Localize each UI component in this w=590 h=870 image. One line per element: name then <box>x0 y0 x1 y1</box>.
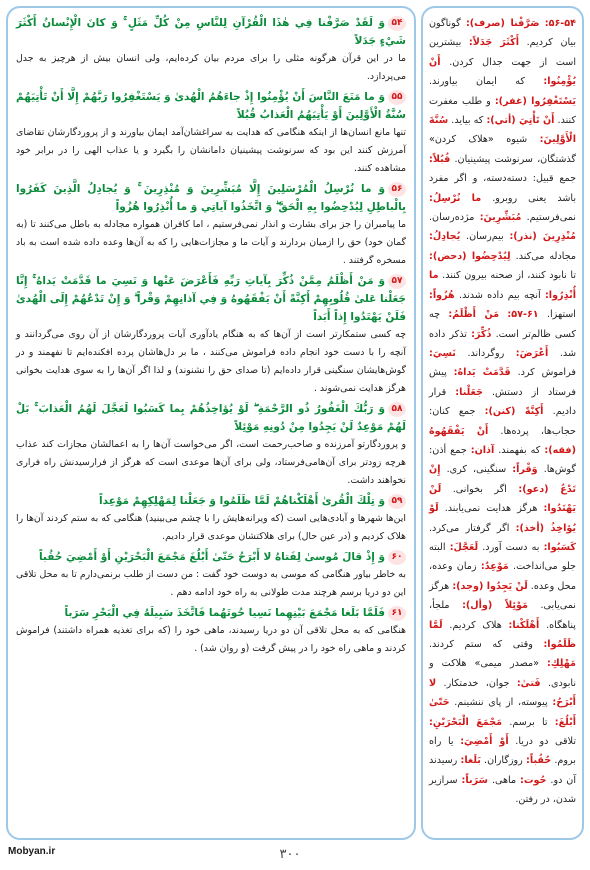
glossary-text <box>429 14 576 810</box>
glossary-definition: جمع قبیل: دسته‌دسته، و اگر مفرد باشد یعنی روبرو. <box>429 173 576 204</box>
glossary-word: أَكِنَّةً (كنن): <box>484 406 544 418</box>
verse-arabic <box>16 492 406 510</box>
verse-arabic <box>16 88 406 124</box>
glossary-definition: استهزا. <box>546 309 576 321</box>
glossary-word: قُبُلاً: <box>429 153 451 165</box>
verse-number-badge: ۵۸ <box>388 402 406 417</box>
glossary-word: يُجادِلُ: <box>429 231 461 243</box>
verse-arabic <box>16 400 406 436</box>
glossary-definition: سنگینی، کری. <box>446 464 507 476</box>
glossary-word: كَسَبُوا: <box>543 541 576 553</box>
glossary-definition: ملجأ، پناهگاه. <box>429 600 576 631</box>
glossary-word: مَوْعِدٌ: <box>480 561 509 573</box>
verse-arabic <box>16 180 406 216</box>
glossary-definition: که بفهمند. <box>498 444 541 456</box>
glossary-word: وَقْراً: <box>512 464 538 476</box>
verse-arabic <box>16 14 406 50</box>
glossary-definition: هلاک کردیم. <box>449 619 502 631</box>
verse-arabic <box>16 604 406 622</box>
glossary-definition: به دست آورد. <box>482 541 540 553</box>
glossary-word: هُزُواً: <box>429 289 455 301</box>
verse-number-badge: ۶۱ <box>388 606 406 621</box>
glossary-word: أَعْرَضَ: <box>515 347 549 359</box>
glossary-word: لَمَّا ظَلَمُوا: <box>429 619 576 650</box>
verse-block <box>16 492 406 546</box>
glossary-word: أَهْلَكْنا: <box>508 619 540 631</box>
glossary-definition: جوان، خدمتکار. <box>443 677 510 689</box>
verse-number-badge: ۵۴ <box>388 16 406 31</box>
glossary-word: صَرَّفْنا (صرف): <box>465 18 540 29</box>
glossary-definition: ماهی. <box>491 774 517 786</box>
verse-block <box>16 14 406 86</box>
verse-translation: و پروردگارتو آمرزنده و صاحب‌رحمت است، اگر می‌خواست آن‌ها را به اعمالشان مجازات کند عذاب هرچه زودتر برای آن‌هامی‌فرستاد، ولی برای آن‌ها موعدی است که هرگز از فرارسیدنش راه فراری نخواهند داشت. <box>16 439 406 486</box>
verse-arabic-text: وَ تِلْكَ الْقُرىٰ أَهْلَكْناهُمْ لَمَّا ظَلَمُوا وَ جَعَلْنا لِمَهْلِكِهِمْ مَوْعِداً <box>99 495 385 507</box>
verse-number-badge: ۵۶ <box>388 182 406 197</box>
glossary-definition: بیشترین است از جهت جدال کردن. <box>429 37 576 68</box>
glossary-section-heading: ۶۱-۵۷: <box>507 309 539 321</box>
glossary-word: سَرَباً: <box>461 774 488 786</box>
glossary-definition: تا برسم. <box>509 716 548 728</box>
verse-block <box>16 604 406 658</box>
glossary-word: مَنْ أَظْلَمُ: <box>448 309 500 321</box>
glossary-definition: البته جلو می‌انداخت. <box>429 541 576 573</box>
glossary-word: لَنْ يَهْتَدُوا: <box>429 483 576 515</box>
verse-number-badge: ۶۰ <box>388 550 406 565</box>
glossary-definition: تلاقی دو دریا. <box>515 736 577 748</box>
glossary-definition: آنچه بیم داده شدند. <box>459 289 541 301</box>
glossary-word: مُبَشِّرِينَ: <box>479 212 522 224</box>
glossary-definition: زمان وعده، محل وعده. <box>429 561 576 592</box>
verse-block <box>16 180 406 270</box>
verse-translation: هنگامی که به محل تلاقی آن دو دریا رسیدند، ماهی خود را (که برای تغذیه همراه داشتند) فراموش کردند و ماهی راه خود را در پیش گرفت (و روان شد) . <box>16 625 406 654</box>
glossary-word: لَنْ يَجِدُوا (وجد): <box>452 580 528 592</box>
glossary-word: مَجْمَعَ الْبَحْرَيْنِ: <box>429 716 503 728</box>
glossary-word: أَنْ تَأْتِيَ (أتي): <box>486 115 555 127</box>
glossary-definition: مجادله می‌کند. <box>515 250 576 262</box>
glossary-definition: تا نابود کنند، از صحنه بیرون کنند. <box>442 270 576 282</box>
verse-arabic-text: وَ ما مَنَعَ النَّاسَ أَنْ يُؤْمِنُوا إِذْ جاءَهُمُ الْهُدىٰ وَ يَسْتَغْفِرُوا رَبَّهُمْ إِلَّا أَنْ تَأْتِيَهُمْ سُنَّةُ الْأَوَّلِينَ أَوْ يَأْتِيَهُمُ الْعَذابُ قُبُلاً <box>16 91 406 121</box>
glossary-word: أَنْ يَفْقَهُوهُ (فقه): <box>429 425 576 456</box>
glossary-definition: سرازیر شدن، در رفتن. <box>429 774 576 806</box>
glossary-definition: پیوسته، از پای ننشینم. <box>454 697 548 709</box>
glossary-definition: نمی‌فرستیم. <box>526 212 576 224</box>
verse-arabic-text: وَ إِذْ قالَ مُوسىٰ لِفَتاهُ لا أَبْرَحُ حَتّىٰ أَبْلُغَ مَجْمَعَ الْبَحْرَيْنِ أَوْ أَمْضِيَ حُقُباً <box>38 551 385 563</box>
glossary-word: ما أُنْذِرُوا: <box>429 270 576 301</box>
glossary-definition: «مصدر میمی» هلاکت و نابودی. <box>429 658 576 689</box>
glossary-definition: که ایمان بیاورند. <box>429 76 525 88</box>
verse-number-badge: ۵۷ <box>388 274 406 289</box>
glossary-word: لَعَجَّلَ: <box>449 541 479 553</box>
glossary-word: ما نُرْسِلُ: <box>429 192 482 204</box>
glossary-word: مَهْلِكِ: <box>547 658 576 670</box>
glossary-word: سُنَّةَ الْأَوَّلِينَ: <box>429 115 576 146</box>
verse-translation: ما پیامبران را جز برای بشارت و انذار نمی‌فرستیم ، اما کافران همواره مجادله به باطل می‌کنند تا (به گمان خود) حق را ازمیان بردارند و آیات ما و مجازات‌هایی را که به آن‌ها وعده داده شده است به باد مسخره گرفتند . <box>16 219 406 266</box>
glossary-definition: چه کسی ظالم‌تر است. <box>429 309 576 340</box>
glossary-word: أَوْ أَمْضِيَ: <box>460 736 509 748</box>
glossary-definition: وقتی که ستم کردند. <box>429 639 533 650</box>
glossary-definition: هرگز نمی‌یابی. <box>429 580 576 612</box>
glossary-word: جَعَلْنا: <box>455 386 483 398</box>
verse-translation: تنها مانع انسان‌ها از اینکه هنگامی که هدایت به سراغشان‌آمد ایمان بیاورند و از پروردگارشان تقاضای آمرزش کنند این بود که سرنوشت پیشینیان دامانشان را بگیرد و یا عذاب الهی را در برابر خود مشاهده کنند. <box>16 127 406 174</box>
glossary-definition: یا راه بروم. <box>429 736 576 767</box>
verse-arabic-text: وَ لَقَدْ صَرَّفْنا فِي هٰذَا الْقُرْآنِ لِلنَّاسِ مِنْ كُلِّ مَثَلٍ ۚ وَ كانَ الْإِنْسانُ أَكْثَرَ شَيْءٍ جَدَلاً <box>16 17 406 47</box>
glossary-definition: که بیاید. <box>451 115 484 127</box>
glossary-definition: روزگاران. <box>484 755 523 767</box>
glossary-word: حُوت: <box>520 774 547 786</box>
glossary-definition: گوناگون بیان کردیم. <box>429 18 576 49</box>
site-brand[interactable]: Mobyan.ir <box>8 846 56 857</box>
verse-arabic <box>16 548 406 566</box>
glossary-definition: پیش فرستاد از دستش. <box>429 367 576 398</box>
glossary-definition: رسیدند آن دو. <box>429 755 576 786</box>
glossary-section-heading: ۵۶-۵۴: <box>544 18 576 29</box>
verse-translation: این‌ها شهرها و آبادی‌هایی است (که ویرانه‌هایش را با چشم می‌بینید) هنگامی که به ستم کردند‌ آن‌ها را هلاک کردیم و (در عین حال) برای هلاکتشان موعدی قرار دادیم. <box>16 513 406 542</box>
verses-panel <box>6 6 416 840</box>
page-number: ۳۰۰ <box>279 847 301 862</box>
glossary-word: نَسِيَ: <box>429 347 456 359</box>
verse-arabic-text: وَ ما نُرْسِلُ الْمُرْسَلِينَ إِلَّا مُبَشِّرِينَ وَ مُنْذِرِينَ ۚ وَ يُجادِلُ الَّذِينَ كَفَرُوا بِالْباطِلِ لِيُدْحِضُوا بِهِ الْحَقَّ ۖ وَ اتَّخَذُوا آياتِي وَ ما أُنْذِرُوا هُزُواً <box>16 183 406 213</box>
glossary-definition: روگرداند. <box>467 347 505 359</box>
verse-block <box>16 88 406 178</box>
glossary-definition: جمع أذن: گوش‌ها. <box>429 444 576 476</box>
glossary-word: إِنْ تَدْعُ (دعو): <box>429 464 576 495</box>
glossary-word: مُنْذِرِينَ (نذر): <box>509 231 576 243</box>
glossary-definition: اگر گرفتار می‌کرد. <box>429 522 510 534</box>
glossary-definition: جمع کنان: حجاب‌ها، پرده‌ها. <box>429 406 576 437</box>
glossary-word: أَنْ يُؤْمِنُوا: <box>429 56 576 88</box>
glossary-word: لا أَبْرَحُ: <box>429 677 576 709</box>
verse-block <box>16 272 406 398</box>
glossary-definition: فراموش کرد. <box>517 367 576 379</box>
glossary-definition: هرگز هدایت نمی‌یابند. <box>444 503 538 515</box>
glossary-word: ذُكِّرَ: <box>471 328 492 340</box>
glossary-word: لِيُدْحِضُوا (دحض): <box>429 250 511 262</box>
verse-arabic-text: وَ رَبُّكَ الْغَفُورُ ذُو الرَّحْمَةِ ۖ لَوْ يُؤاخِذُهُمْ بِما كَسَبُوا لَعَجَّلَ لَهُمُ الْعَذابَ ۚ بَلْ لَهُمْ مَوْعِدٌ لَنْ يَجِدُوا مِنْ دُونِهِ مَوْئِلاً <box>16 403 406 433</box>
glossary-definition: بیم‌رسان. <box>466 231 504 243</box>
verse-number-badge: ۵۹ <box>388 494 406 509</box>
glossary-word: لَوْ يُؤاخِذُ (أخذ): <box>429 503 576 534</box>
glossary-word: حَتّىٰ أَبْلُغَ: <box>429 697 576 728</box>
glossary-definition: تذکر داده شد. <box>429 328 576 359</box>
glossary-definition: مژده‌رسان. <box>429 212 475 224</box>
glossary-panel <box>421 6 584 840</box>
verse-number-badge: ۵۵ <box>388 90 406 105</box>
glossary-word: أَكْثَرَ جَدَلاً: <box>468 37 519 49</box>
verse-arabic-text: فَلَمَّا بَلَغا مَجْمَعَ بَيْنِهِما نَسِيا حُوتَهُما فَاتَّخَذَ سَبِيلَهُ فِي الْبَحْرِ سَرَباً <box>64 607 385 619</box>
glossary-definition: شیوه «هلاک کردن» گذشتگان، سرنوشت پیشینیان. <box>429 134 576 165</box>
verse-translation: چه کسی ستمکارتر است از آن‌ها که به هنگام یادآوری آیات پروردگارشان از آن روی می‌گردانند و آنچه را با دست خود انجام داده فراموش می‌کنند ، ما بر دل‌هاشان پرده افکنده‌ایم تا نفهمند و در گوش‌هایشان سنگینی قرار داده‌ایم (تا صدای حق را نشنوند) و لذا اگر آن‌ها را به سوی هدایت بخوانی هرگز هدایت نمی‌شوند . <box>16 329 406 394</box>
glossary-definition: قرار دادیم. <box>429 386 576 418</box>
verse-translation: ما در این قرآن هرگونه مثلی را برای مردم بیان کرده‌ایم، ولی انسان بیش از هرچیز به جدل می‌پردازد. <box>16 53 406 82</box>
glossary-word: فَتىٰ: <box>516 677 541 689</box>
glossary-word: حُقُباً: <box>526 755 552 767</box>
verse-block <box>16 400 406 490</box>
verse-arabic <box>16 272 406 326</box>
verse-block <box>16 548 406 602</box>
glossary-word: بَلَغا: <box>460 755 481 767</box>
verse-translation: به خاطر بیاور هنگامی که موسی به دوست خود گفت : من دست از طلب برنمی‌دارم تا به محل تلاقی این دو دریا برسم هرچند مدت طولانی به راه خود ادامه دهم . <box>16 569 406 598</box>
glossary-word: مَوْئِلاً (وأل): <box>462 600 528 612</box>
verse-arabic-text: وَ مَنْ أَظْلَمُ مِمَّنْ ذُكِّرَ بِآياتِ رَبِّهِ فَأَعْرَضَ عَنْها وَ نَسِيَ ما قَدَّمَتْ يَداهُ ۚ إِنَّا جَعَلْنا عَلىٰ قُلُوبِهِمْ أَكِنَّةً أَنْ يَفْقَهُوهُ وَ فِي آذانِهِمْ وَقْراً ۖ وَ إِنْ تَدْعُهُمْ إِلَى الْهُدىٰ فَلَنْ يَهْتَدُوا إِذاً أَبَداً <box>16 275 406 323</box>
glossary-word: يَسْتَغْفِرُوا (غفر): <box>494 95 576 107</box>
glossary-definition: اگر بخوانی. <box>452 483 507 495</box>
glossary-definition: و طلب مغفرت کنند. <box>429 95 576 127</box>
glossary-word: قَدَّمَتْ يَداهُ: <box>453 367 511 379</box>
glossary-word: آذان: <box>470 444 495 456</box>
